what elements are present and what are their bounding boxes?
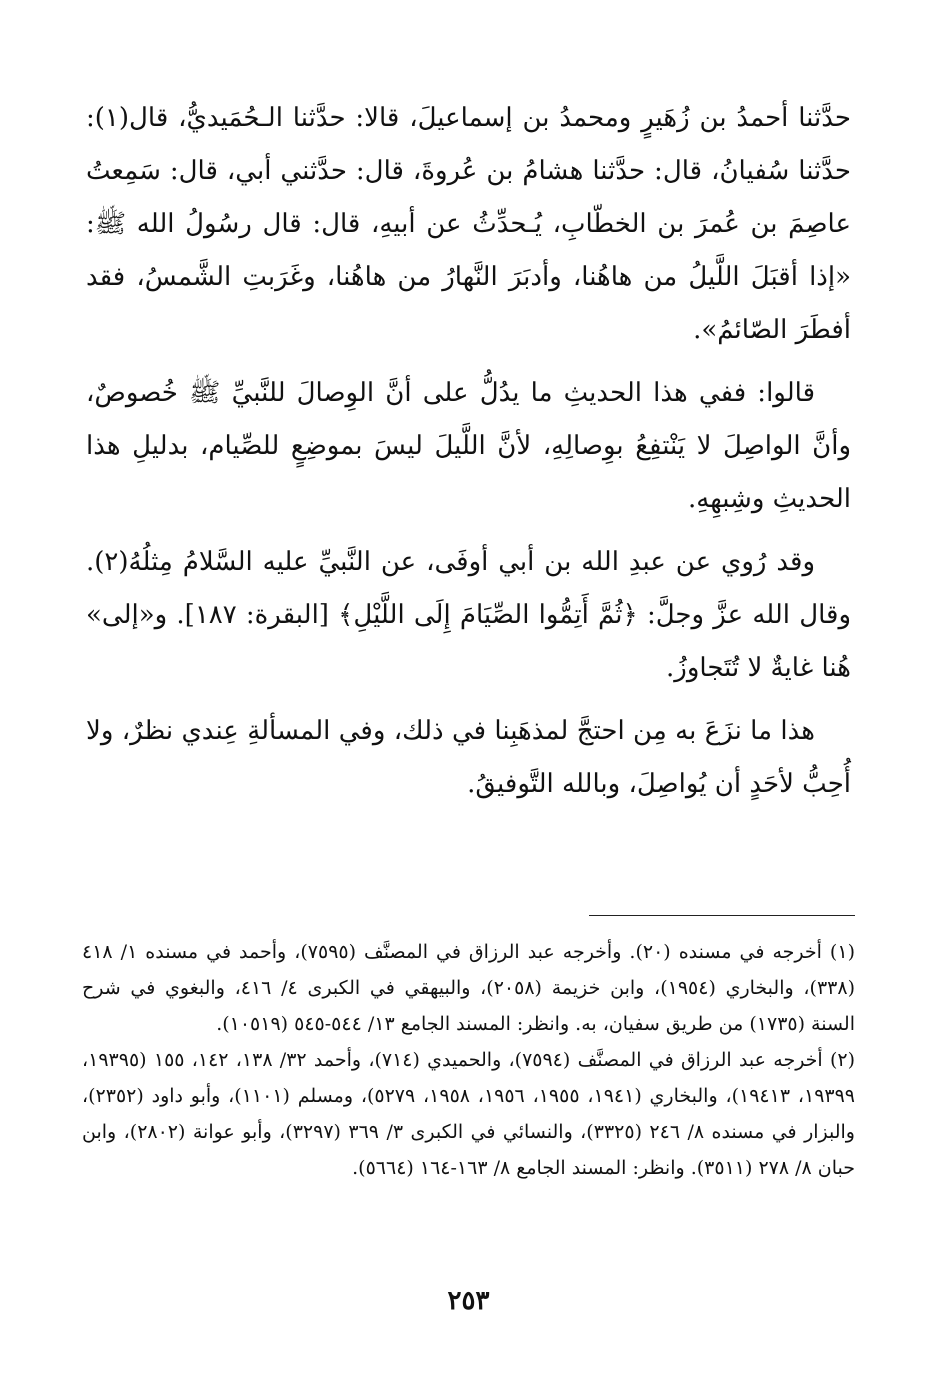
paragraph-narration: وقد رُوي عن عبدِ الله بن أبي أوفَى، عن النَّبيِّ عليه السَّلامُ مِثلُهُ(٢). وقال الله عزَّ وجلَّ: ﴿ثُمَّ أَتِمُّوا الصِّيَامَ إِلَى اللَّيْلِ﴾ [البقرة: ١٨٧]. و«إلى» هُنا غايةٌ لا تُتَجاوزُ.: [86, 547, 852, 683]
main-text: [86, 92, 851, 821]
page-number: ٢٥٣: [447, 1286, 490, 1316]
paragraph-hadith: حدَّثنا أحمدُ بن زُهَيرٍ ومحمدُ بن إسماعيلَ، قالا: حدَّثنا الـحُمَيديُّ، قال(١): حدَّثنا سُفيانُ، قال: حدَّثنا هشامُ بن عُروةَ، قال: حدَّثني أبي، قال: سَمِعتُ عاصِمَ بن عُمرَ بن الخطّابِ، يُـحدِّثُ عن أبيهِ، قال: قال رسُولُ الله ﷺ: «إذا أقبَلَ اللَّيلُ من هاهُنا، وأدبَرَ النَّهارُ من هاهُنا، وغَرَبتِ الشَّمسُ، فقد أفطَرَ الصّائمُ».: [86, 103, 851, 345]
footnote-1: (١) أخرجه في مسنده (٢٠). وأخرجه عبد الرزاق في المصنَّف (٧٥٩٥)، وأحمد في مسنده ١/ ٤١٨ (٣٣٨)، والبخاري (١٩٥٤)، وابن خزيمة (٢٠٥٨)، والبيهقي في الكبرى ٤/ ٤١٦، والبغوي في شرح السنة (١٧٣٥) من طريق سفيان، به. وانظر: المسند الجامع ١٣/ ٥٤٤-٥٤٥ (١٠٥١٩).: [82, 941, 855, 1035]
footnote-2: (٢) أخرجه عبد الرزاق في المصنَّف (٧٥٩٤)، والحميدي (٧١٤)، وأحمد ٣٢/ ١٣٨، ١٤٢، ١٥٥ (١٩٣٩٥، ١٩٣٩٩، ١٩٤١٣)، والبخاري (١٩٤١، ١٩٥٥، ١٩٥٦، ١٩٥٨، ٥٢٧٩)، ومسلم (١١٠١)، وأبو داود (٢٣٥٢)، والبزار في مسنده ٨/ ٢٤٦ (٣٣٢٥)، والنسائي في الكبرى ٣/ ٣٦٩ (٣٢٩٧)، وأبو عوانة (٢٨٠٢)، وابن حبان ٨/ ٢٧٨ (٣٥١١). وانظر: المسند الجامع ٨/ ١٦٣-١٦٤ (٥٦٦٤).: [82, 1049, 856, 1179]
paragraph-conclusion: هذا ما نزَعَ به مِن احتجَّ لمذهَبِنا في ذلك، وفي المسألةِ عِندي نظرٌ، ولا أُحِبُّ لأحَدٍ أن يُواصِلَ، وبالله التَّوفيقُ.: [86, 716, 851, 799]
footnote-separator: [589, 915, 855, 916]
paragraph-argument: قالوا: ففي هذا الحديثِ ما يدُلُّ على أنَّ الوِصالَ للنَّبيِّ ﷺ خُصوصٌ، وأنَّ الواصِلَ لا يَنْتفِعُ بوِصالِهِ، لأنَّ اللَّيلَ ليسَ بموضِعٍ للصِّيام، بدليلِ هذا الحديثِ وشِبهِهِ.: [86, 378, 851, 514]
footnotes: [82, 934, 855, 1186]
